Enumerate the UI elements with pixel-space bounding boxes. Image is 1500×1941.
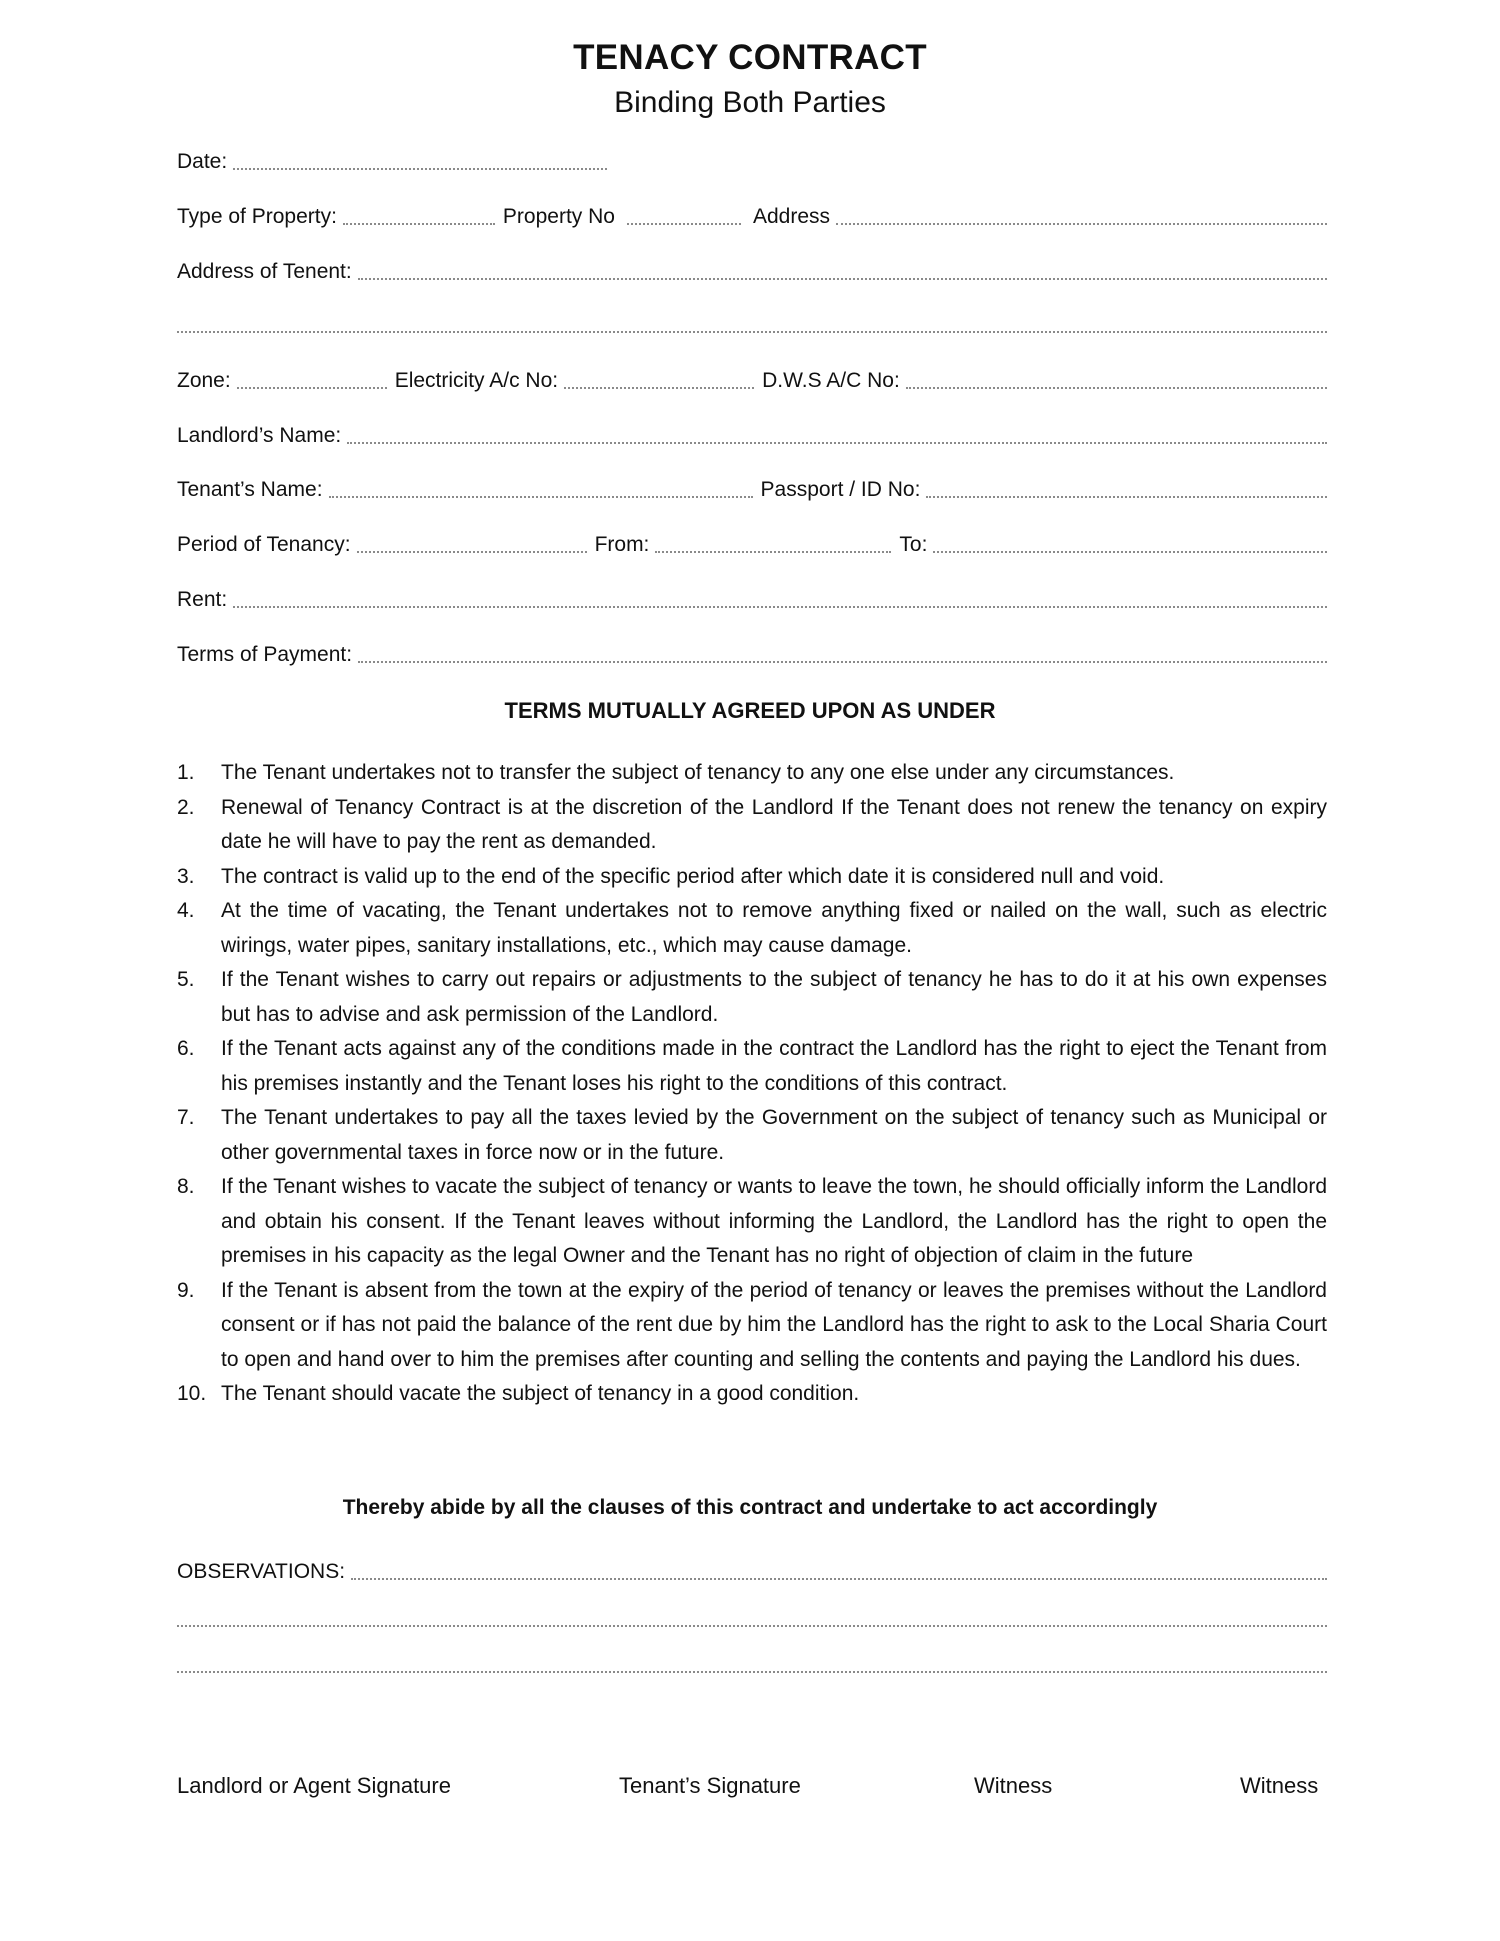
landlords-name-label: Landlord’s Name: [177,424,342,447]
terms-of-payment-label: Terms of Payment: [177,643,353,666]
address-field[interactable] [836,205,1327,225]
term-item [177,894,1327,963]
landlords-name-field[interactable] [347,424,1327,444]
tenants-name-label: Tenant’s Name: [177,478,323,501]
term-number: 7. [177,1106,195,1129]
date-field[interactable] [233,150,607,170]
date-row [177,150,1327,180]
from-label: From: [594,533,650,556]
terms-of-payment-field[interactable] [358,643,1327,663]
term-text: At the time of vacating, the Tenant undertakes not to remove anything fixed or nailed on the wall, such as electric wirings, water pipes, sanitary installations, etc., which may cause damage. [221,899,1327,957]
tenant-name-row [177,478,1327,508]
period-row [177,533,1327,563]
term-item [177,1377,1327,1412]
term-text: The Tenant undertakes not to transfer the subject of tenancy to any one else under any circumstances. [221,761,1175,784]
rent-row [177,588,1327,618]
electricity-ac-no-field[interactable] [564,369,754,389]
dws-ac-no-label: D.W.S A/C No: [762,369,900,392]
property-row [177,205,1327,235]
term-item [177,1032,1327,1101]
term-text: If the Tenant wishes to vacate the subject of tenancy or wants to leave the town, he should officially inform the Landlord and obtain his consent. If the Tenant leaves without informing the Landlord, the Landlord has the right to open the premises in his capacity as the legal Owner and the Tenant has no right of objection of claim in the future [221,1175,1327,1267]
type-of-property-field[interactable] [343,205,495,225]
property-no-label: Property No [502,205,615,228]
term-item [177,791,1327,860]
address-of-tenent-field[interactable] [358,260,1327,280]
property-no-field[interactable] [627,205,741,225]
term-item [177,1101,1327,1170]
zone-field[interactable] [237,369,387,389]
landlord-name-row [177,424,1327,454]
observations-line-2[interactable] [177,1625,1327,1627]
term-number: 2. [177,795,195,819]
from-field[interactable] [655,533,891,553]
term-number: 5. [177,968,195,991]
abide-statement: Thereby abide by all the clauses of this contract and undertake to act accordingly [342,1496,1158,1519]
term-number: 9. [177,1278,195,1302]
observations-label: OBSERVATIONS: [177,1560,346,1583]
zone-label: Zone: [177,369,231,392]
observations-line-3[interactable] [177,1671,1327,1673]
term-text: If the Tenant acts against any of the conditions made in the contract the Landlord has the right to eject the Tenant from his premises instantly and the Tenant loses his right to the conditions of this contract. [221,1037,1327,1095]
utilities-row [177,369,1327,399]
document-subtitle: Binding Both Parties [614,86,886,119]
address-of-tenent-continuation-line[interactable] [177,331,1327,333]
term-item [177,860,1327,895]
landlord-signature-label: Landlord or Agent Signature [177,1773,451,1798]
passport-id-no-field[interactable] [926,478,1327,498]
tenent-address-row [177,260,1327,290]
document-title: TENACY CONTRACT [573,38,927,77]
term-text: The Tenant undertakes to pay all the taxes levied by the Government on the subject of tenancy such as Municipal or other governmental taxes in force now or in the future. [221,1106,1327,1164]
witness-1-signature-label: Witness [974,1773,1053,1798]
term-item [177,963,1327,1032]
rent-field[interactable] [233,588,1327,608]
term-item [177,1170,1327,1274]
witness-2-signature-label: Witness [1240,1773,1319,1798]
electricity-ac-no-label: Electricity A/c No: [394,369,559,392]
period-of-tenancy-label: Period of Tenancy: [177,533,351,556]
term-number: 3. [177,864,195,888]
term-text: If the Tenant wishes to carry out repairs or adjustments to the subject of tenancy he has to do it at his own expenses but has to advise and ask permission of the Landlord. [221,968,1327,1026]
address-label: Address [752,205,831,228]
dws-ac-no-field[interactable] [906,369,1327,389]
term-number: 4. [177,899,195,922]
terms-list [177,756,1327,1412]
term-number: 1. [177,761,195,784]
term-text: If the Tenant is absent from the town at the expiry of the period of tenancy or leaves the premises without the Landlord consent or if has not paid the balance of the rent due by him the Landlord has the right to ask to the Local Sharia Court to open and hand over to him the premises after counting and selling the contents and paying the Landlord his dues. [221,1278,1327,1371]
to-field[interactable] [933,533,1327,553]
term-number: 10. [177,1382,207,1405]
term-number: 8. [177,1175,195,1198]
type-of-property-label: Type of Property: [177,205,337,228]
passport-id-no-label: Passport / ID No: [760,478,921,501]
term-text: Renewal of Tenancy Contract is at the discretion of the Landlord If the Tenant does not renew the tenancy on expiry date he will have to pay the rent as demanded. [221,795,1327,853]
term-item [177,756,1327,791]
address-of-tenent-label: Address of Tenent: [177,260,352,283]
term-number: 6. [177,1037,195,1060]
period-of-tenancy-field[interactable] [357,533,587,553]
observations-row [177,1560,1327,1590]
term-item [177,1274,1327,1378]
terms-of-payment-row [177,643,1327,673]
term-text: The Tenant should vacate the subject of tenancy in a good condition. [221,1382,860,1405]
tenants-name-field[interactable] [329,478,753,498]
to-label: To: [899,533,928,556]
tenant-signature-label: Tenant’s Signature [619,1773,801,1798]
date-label: Date: [177,150,228,173]
terms-heading: TERMS MUTUALLY AGREED UPON AS UNDER [504,698,996,723]
rent-label: Rent: [177,588,228,611]
observations-field[interactable] [351,1560,1327,1580]
term-text: The contract is valid up to the end of the specific period after which date it is considered null and void. [221,864,1165,888]
